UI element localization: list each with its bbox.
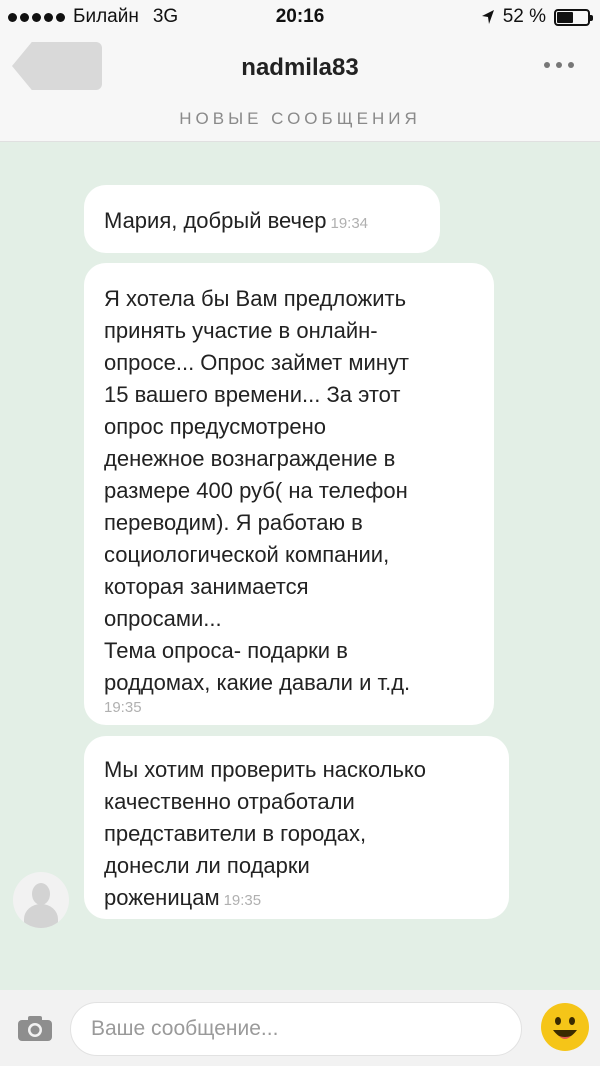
message-input-bar — [0, 990, 600, 1066]
more-dots-icon[interactable] — [544, 62, 574, 68]
avatar-body — [24, 904, 58, 928]
message-line: Я хотела бы Вам предложить — [104, 286, 407, 311]
battery-percent: 52 % — [502, 6, 546, 27]
message-line: Тема опроса- подарки в — [104, 638, 348, 663]
message-time: 19:35 — [104, 699, 142, 716]
battery-level — [557, 12, 573, 23]
status-bar — [0, 0, 600, 34]
message-text: Мария, добрый вечер — [104, 208, 327, 233]
message-time: 19:35 — [223, 892, 262, 909]
message-bubble[interactable] — [84, 736, 509, 919]
message-line: опросами... — [104, 606, 222, 631]
message-line: которая занимается — [104, 574, 309, 599]
message-input[interactable] — [70, 1002, 522, 1056]
message-line: 15 вашего времени... За этот — [104, 382, 401, 407]
message-line: донесли ли подарки — [104, 853, 310, 878]
battery-icon — [554, 9, 590, 26]
message-line: социологической компании, — [104, 542, 390, 567]
chat-header — [0, 34, 600, 100]
message-line: переводим). Я работаю в — [104, 510, 363, 535]
message-line: опросе... Опрос займет минут — [104, 350, 409, 375]
message-bubble[interactable] — [84, 263, 494, 725]
network-type: 3G — [152, 6, 179, 27]
message-bubble[interactable] — [84, 185, 440, 253]
message-line: качественно отработали — [104, 789, 355, 814]
emoji-icon[interactable] — [540, 1002, 590, 1052]
carrier-name: Билайн — [73, 6, 139, 27]
new-messages-divider: НОВЫЕ СООБЩЕНИЯ — [0, 100, 600, 142]
chat-title: nadmila83 — [241, 54, 359, 81]
message-line: представители в городах, — [104, 821, 367, 846]
avatar[interactable] — [13, 872, 69, 928]
message-line: опрос предусмотрено — [104, 414, 327, 439]
message-line: роженицам — [104, 885, 220, 910]
message-line: роддомах, какие давали и т.д. — [104, 670, 411, 695]
message-line: денежное вознаграждение в — [104, 446, 396, 471]
location-arrow-icon — [481, 9, 495, 25]
message-line: Мы хотим проверить насколько — [104, 757, 427, 782]
message-time: 19:34 — [330, 215, 369, 232]
avatar-head — [32, 883, 50, 905]
message-line: принять участие в онлайн- — [104, 318, 378, 343]
message-line: размере 400 руб( на телефон — [104, 478, 408, 503]
status-right — [481, 6, 590, 28]
camera-icon[interactable] — [17, 1014, 53, 1042]
status-time: 20:16 — [275, 6, 325, 27]
